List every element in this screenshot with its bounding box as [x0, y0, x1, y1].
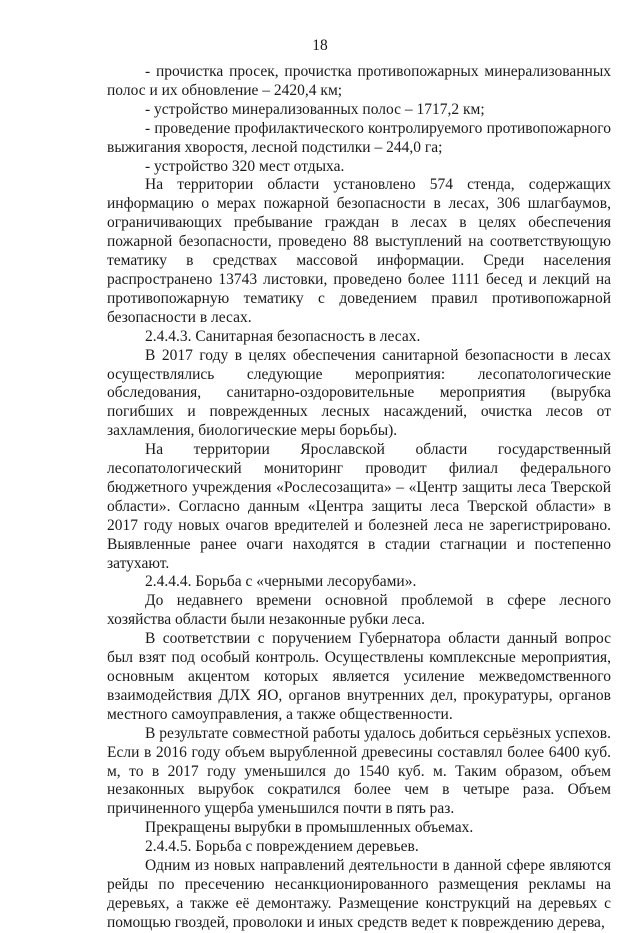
paragraph: На территории Ярославской области государственный лесопатологический мониторинг проводит филиал федерального бюджетного учреждения «Рослесозащита» – «Центр защиты леса Тверской области». Согласно данным «Центра защиты леса Тверской области» в 2017 году новых очагов вредителей и болезней леса не зарегистрировано. Выявленные ранее очаги находятся в стадии стагнации и постепенно затухают. — [107, 441, 611, 572]
section-heading: 2.4.4.5. Борьба с повреждением деревьев. — [145, 838, 419, 856]
paragraph: В 2017 году в целях обеспечения санитарной безопасности в лесах осуществлялись следующие мероприятия: лесопатологические обследования, санитарно-оздоровительные мероприятия (вырубка погибших и поврежденных лесных насаждений, очистка лесов от захламления, биологические меры борьбы). — [107, 346, 611, 440]
paragraph: До недавнего времени основной проблемой в сфере лесного хозяйства области были незаконные рубки леса. — [107, 592, 611, 629]
body-text — [107, 63, 611, 933]
paragraph: На территории области установлено 574 стенда, содержащих информацию о мерах пожарной безопасности в лесах, 306 шлагбаумов, ограничивающих пребывание граждан в лесах в целях обеспечения пожарной безопасности, проведено 88 выступлений на соответствующую тематику в средствах массовой информации. Среди населения распространено 13743 листовки, проведено более 1111 бесед и лекций на противопожарную тематику с доведением правил противопожарной безопасности в лесах. — [107, 176, 611, 326]
section-heading: 2.4.4.3. Санитарная безопасность в лесах. — [145, 327, 421, 345]
list-item: - проведение профилактического контролируемого противопожарного выжигания хворостя, лесной подстилки – 244,0 га; — [107, 119, 611, 156]
paragraph: Прекращены вырубки в промышленных объемах. — [145, 819, 474, 837]
list-item: - устройство минерализованных полос – 1717,2 км; — [145, 100, 485, 118]
paragraph: В соответствии с поручением Губернатора области данный вопрос был взят под особый контроль. Осуществлены комплексные мероприятия, основным акцентом которых является усиление межведомственного взаимодействия ДЛХ ЯО, органов внутренних дел, прокуратуры, органов местного самоуправления, а также общественности. — [107, 630, 611, 723]
list-item: - устройство 320 мест отдыха. — [145, 157, 345, 175]
paragraph: Одним из новых направлений деятельности в данной сфере являются рейды по пресечению несанкционированного размещения рекламы на деревьях, а также её демонтажу. Размещение конструкций на деревьях с помощью гвоздей, проволоки и иных средств ведет к повреждению дерева, — [107, 857, 611, 931]
page-number: 18 — [312, 37, 328, 54]
section-heading: 2.4.4.4. Борьба с «черными лесорубами». — [145, 573, 417, 591]
paragraph: В результате совместной работы удалось добиться серьёзных успехов. Если в 2016 году объем вырубленной древесины составлял более 6400 куб. м, то в 2017 году уменьшился до 1540 куб. м. Таким образом, объем незаконных вырубок сократился более чем в четыре раза. Объем причиненного ущерба уменьшился почти в пять раз. — [107, 724, 611, 818]
list-item: - прочистка просек, прочистка противопожарных минерализованных полос и их обновление – 2420,4 км; — [107, 63, 611, 99]
